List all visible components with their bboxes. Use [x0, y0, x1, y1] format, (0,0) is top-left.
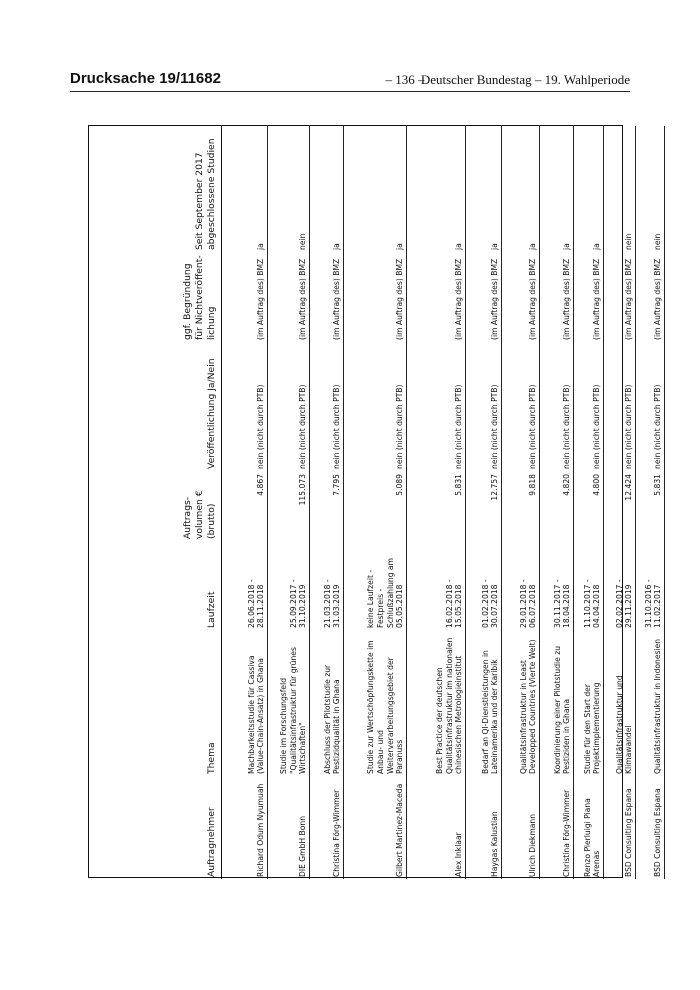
table-cell: (im Auftrag des) BMZ	[502, 252, 540, 342]
table-cell: 25.09.2017 - 31.10.2019	[268, 541, 310, 630]
column-header: Seit September 2017 abgeschlossene Studien	[89, 126, 222, 252]
table-row	[310, 126, 344, 879]
document-number	[70, 70, 221, 87]
studies-table-frame	[88, 125, 663, 878]
table-row	[222, 126, 268, 879]
table-cell: 5.089	[344, 471, 407, 541]
table-cell: Richard Odum Nyumuah	[222, 776, 268, 879]
table-cell: nein (nicht durch PTB)	[604, 342, 636, 471]
table-cell: 12.757	[466, 471, 502, 541]
column-header: Auftragnehmer	[89, 776, 222, 879]
table-cell: Studie zur Wertschöpfungskette im Anbau- und Weiterverarbeitungsgebiet der Paranuss	[344, 630, 407, 776]
table-row	[540, 126, 574, 879]
table-cell: Machbarkeitsstudie für Cassiva (Value-Chain-Ansatz) in Ghana	[222, 630, 268, 776]
table-row	[407, 126, 466, 879]
table-cell: Haygas Kalustian	[466, 776, 502, 879]
column-header: ggf. Begründung für Nichtveröffent-lichung	[89, 252, 222, 342]
table-cell: 4.820	[540, 471, 574, 541]
table-cell: Bedarf an QI-Dienstleistungen in Lateinamerika und der Karibik	[466, 630, 502, 776]
table-cell: ja	[466, 126, 502, 252]
table-cell: ja	[344, 126, 407, 252]
table-row	[604, 126, 636, 879]
header-rule	[70, 91, 630, 92]
document-number-prefix: Drucksache 19/	[70, 70, 181, 87]
column-header: Auftrags-volumen € (brutto)	[89, 471, 222, 541]
table-cell: 16.02.2018 - 15.05.2018	[407, 541, 466, 630]
table-cell: 02.02.2017 - 29.11.2019	[604, 541, 636, 630]
table-cell: (im Auftrag des) BMZ	[268, 252, 310, 342]
publisher: Deutscher Bundestag – 19. Wahlperiode	[420, 72, 630, 87]
table-cell: Qualitätsinfrastruktur in Indonesien	[636, 630, 665, 776]
table-cell: BSD Consulting Espana	[636, 776, 665, 879]
page-number: – 136 –	[385, 72, 425, 87]
table-cell: ja	[222, 126, 268, 252]
table-cell: 7.795	[310, 471, 344, 541]
table-cell: nein (nicht durch PTB)	[310, 342, 344, 471]
table-cell: 9.818	[502, 471, 540, 541]
table-cell: ja	[574, 126, 604, 252]
table-cell: Christina Förg-Wimmer	[540, 776, 574, 879]
table-cell: nein (nicht durch PTB)	[574, 342, 604, 471]
table-cell: 31.10.2016 - 11.02.2017	[636, 541, 665, 630]
table-cell: (im Auftrag des) BMZ	[310, 252, 344, 342]
table-cell: DIE GmbH Bonn	[268, 776, 310, 879]
table-cell: Alex Inklaar	[407, 776, 466, 879]
column-header: Veröffentlichung Ja/Nein	[89, 342, 222, 471]
table-body	[222, 126, 665, 879]
table-cell: 26.06.2018 - 28.11.2018	[222, 541, 268, 630]
table-row	[502, 126, 540, 879]
page-header	[70, 70, 630, 92]
table-cell: 4.800	[574, 471, 604, 541]
table-cell: (im Auftrag des) BMZ	[574, 252, 604, 342]
table-cell: nein (nicht durch PTB)	[540, 342, 574, 471]
table-cell: 5.831	[636, 471, 665, 541]
table-cell: (im Auftrag des) BMZ	[222, 252, 268, 342]
table-cell: Ulrich Diekmann	[502, 776, 540, 879]
table-row	[268, 126, 310, 879]
table-cell: ja	[310, 126, 344, 252]
rotated-table-container	[89, 126, 663, 879]
table-cell: 29.01.2018 - 06.07.2018	[502, 541, 540, 630]
table-cell: Christina Förg-Wimmer	[310, 776, 344, 879]
table-cell: (im Auftrag des) BMZ	[344, 252, 407, 342]
table-header-row	[89, 126, 222, 879]
table-cell: Studie im Forschungsfeld "Qualitätsinfrastruktur für grünes Wirtschaften"	[268, 630, 310, 776]
table-row	[636, 126, 665, 879]
table-row	[574, 126, 604, 879]
table-cell: (im Auftrag des) BMZ	[604, 252, 636, 342]
table-cell: 30.11.2017 - 18.04.2018	[540, 541, 574, 630]
table-cell: nein	[268, 126, 310, 252]
table-cell: nein (nicht durch PTB)	[466, 342, 502, 471]
table-row	[466, 126, 502, 879]
table-cell: Koordinierung einer Pilotstudie zu Pestiziden in Ghana	[540, 630, 574, 776]
table-cell: nein (nicht durch PTB)	[407, 342, 466, 471]
table-cell: Studie für den Start der Projektimplementierung	[574, 630, 604, 776]
table-cell: nein (nicht durch PTB)	[222, 342, 268, 471]
table-cell: 115.073	[268, 471, 310, 541]
table-cell: (im Auftrag des) BMZ	[466, 252, 502, 342]
column-header: Thema	[89, 630, 222, 776]
table-cell: 01.02.2018 - 30.07.2018	[466, 541, 502, 630]
table-cell: Qualitätsinfrastruktur und Klimawandel	[604, 630, 636, 776]
table-cell: 11.10.2017 - 04.04.2018	[574, 541, 604, 630]
table-cell: 5.831	[407, 471, 466, 541]
column-header: Laufzeit	[89, 541, 222, 630]
studies-table	[89, 126, 665, 879]
table-row	[344, 126, 407, 879]
table-cell: ja	[502, 126, 540, 252]
table-cell: Qualitätsinfrastruktur in Least Developped Countries (Vierte Welt)	[502, 630, 540, 776]
table-cell: 21.03.2018 - 31.03.2019	[310, 541, 344, 630]
table-cell: nein (nicht durch PTB)	[636, 342, 665, 471]
table-cell: Abschluss der Pilotstudie zur Pestizidqualität in Ghana	[310, 630, 344, 776]
table-cell: ja	[407, 126, 466, 252]
table-cell: (im Auftrag des) BMZ	[540, 252, 574, 342]
table-cell: BSD Consulting Espana	[604, 776, 636, 879]
table-cell: nein (nicht durch PTB)	[268, 342, 310, 471]
document-number-value: 11682	[180, 70, 221, 87]
table-cell: 12.424	[604, 471, 636, 541]
table-cell: nein (nicht durch PTB)	[344, 342, 407, 471]
table-cell: nein (nicht durch PTB)	[502, 342, 540, 471]
table-cell: (im Auftrag des) BMZ	[407, 252, 466, 342]
table-cell: 4.867	[222, 471, 268, 541]
table-cell: (im Auftrag des) BMZ	[636, 252, 665, 342]
table-cell: Gilbert Martinez-Maceda	[344, 776, 407, 879]
table-cell: Renzo Pierluigi Piana Arenas	[574, 776, 604, 879]
table-cell: nein	[604, 126, 636, 252]
table-cell: keine Laufzeit - Festpreis - Schlußzahlung am 05.05.2018	[344, 541, 407, 630]
table-cell: nein	[636, 126, 665, 252]
table-cell: Best Practice der deutschen Qualitätsinfrastruktur im nationalen chinesischen Metrologieinstitut	[407, 630, 466, 776]
table-cell: ja	[540, 126, 574, 252]
